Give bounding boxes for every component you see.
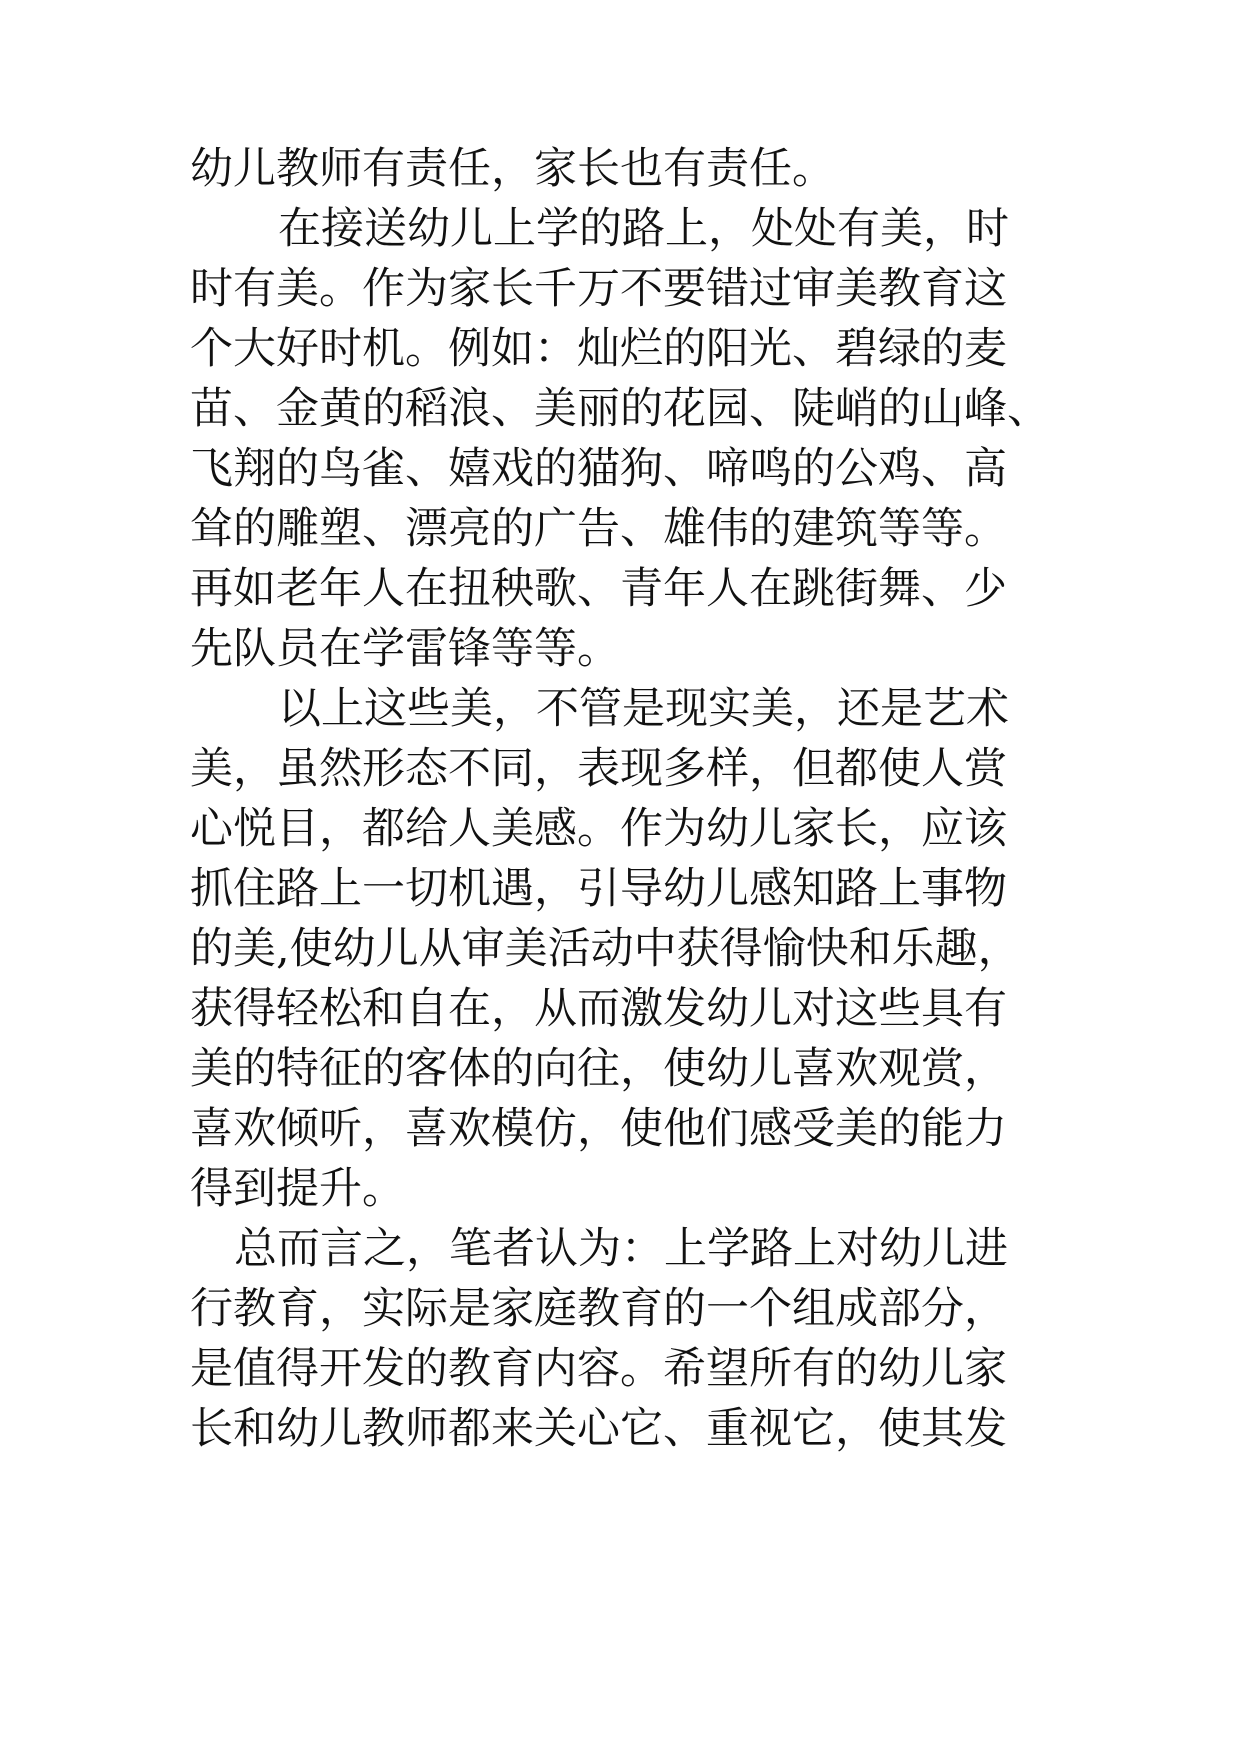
text-line: 的美,使幼儿从审美活动中获得愉快和乐趣， <box>190 924 1021 974</box>
text-line: 长和幼儿教师都来关心它、重视它，使其发 <box>190 1404 1007 1454</box>
text-line: 飞翔的鸟雀、嬉戏的猫狗、啼鸣的公鸡、高 <box>190 444 1007 494</box>
text-line: 美的特征的客体的向往，使幼儿喜欢观赏， <box>190 1044 1007 1094</box>
text-line: 以上这些美，不管是现实美，还是艺术 <box>278 684 1009 734</box>
text-line: 美，虽然形态不同，表现多样，但都使人赏 <box>190 744 1007 794</box>
text-line: 心悦目，都给人美感。作为幼儿家长，应该 <box>190 804 1007 854</box>
text-line: 个大好时机。例如：灿烂的阳光、碧绿的麦 <box>190 324 1007 374</box>
text-line: 在接送幼儿上学的路上，处处有美，时 <box>278 204 1009 254</box>
text-line: 是值得开发的教育内容。希望所有的幼儿家 <box>190 1344 1007 1394</box>
document-body <box>190 139 1090 1459</box>
text-line: 苗、金黄的稻浪、美丽的花园、陡峭的山峰、 <box>190 384 1050 434</box>
text-line: 再如老年人在扭秧歌、青年人在跳街舞、少 <box>190 564 1007 614</box>
text-line: 喜欢倾听，喜欢模仿，使他们感受美的能力 <box>190 1104 1007 1154</box>
text-line: 耸的雕塑、漂亮的广告、雄伟的建筑等等。 <box>190 504 1007 554</box>
text-line: 时有美。作为家长千万不要错过审美教育这 <box>190 264 1007 314</box>
text-line: 行教育，实际是家庭教育的一个组成部分， <box>190 1284 1007 1334</box>
text-line: 总而言之，笔者认为：上学路上对幼儿进 <box>234 1224 1008 1274</box>
text-line: 先队员在学雷锋等等。 <box>190 624 620 674</box>
text-line: 获得轻松和自在，从而激发幼儿对这些具有 <box>190 984 1007 1034</box>
text-line: 得到提升。 <box>190 1164 405 1214</box>
text-line: 幼儿教师有责任，家长也有责任。 <box>190 144 835 194</box>
text-line: 抓住路上一切机遇，引导幼儿感知路上事物 <box>190 864 1007 914</box>
